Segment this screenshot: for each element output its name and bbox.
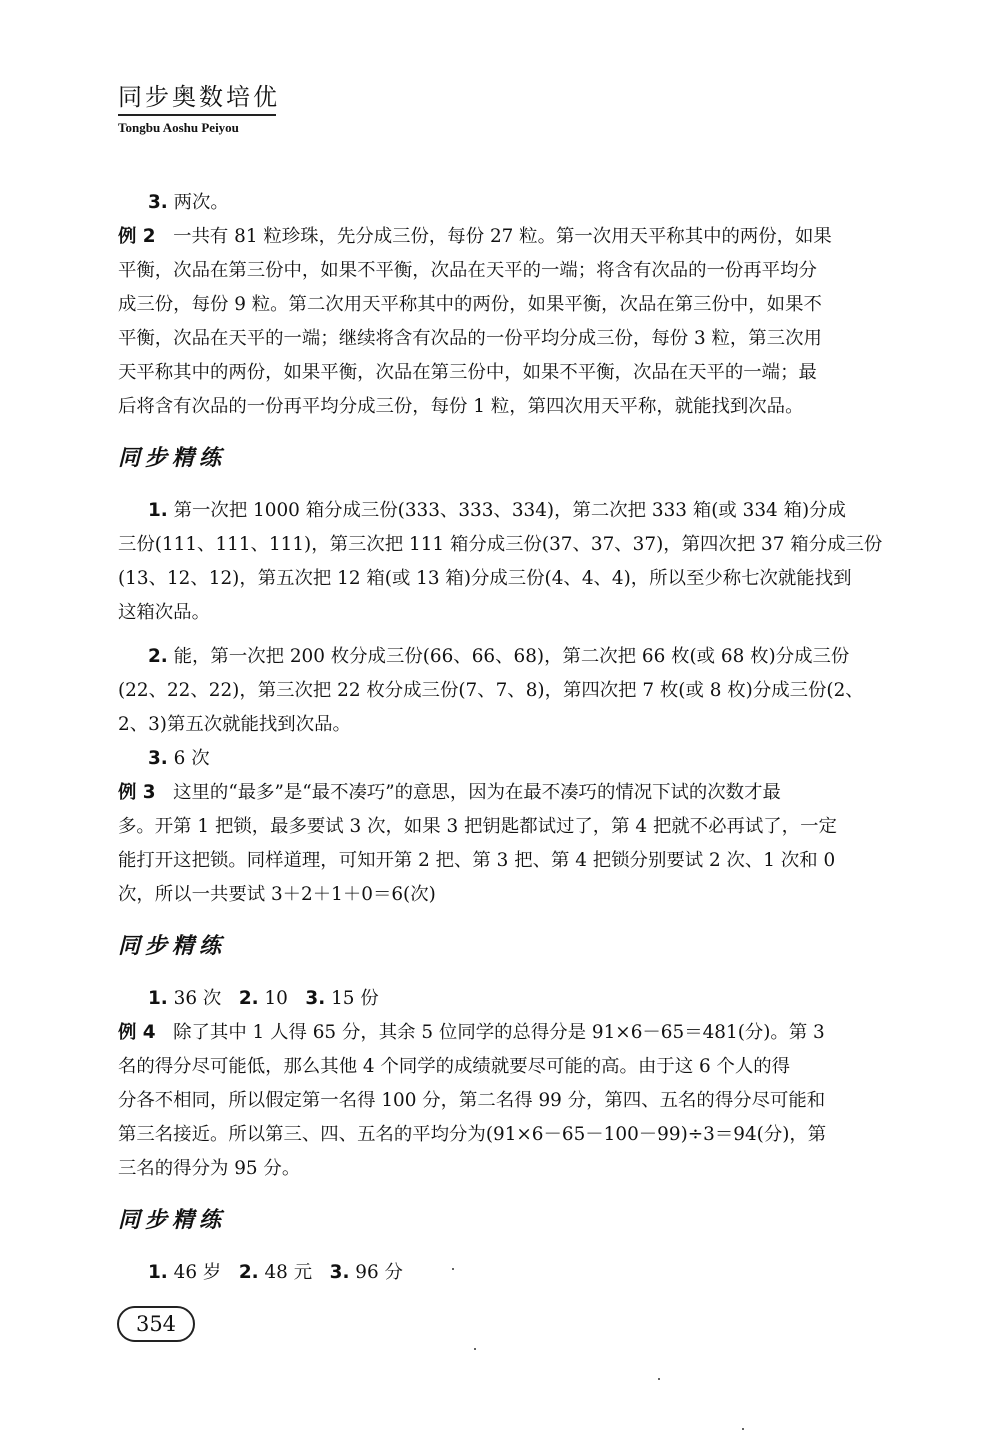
book-subtitle: Tongbu Aoshu Peiyou [118, 119, 239, 135]
practice-line [118, 742, 922, 776]
page-number: 354 [117, 1306, 195, 1342]
example-label: 例 3 [118, 782, 156, 803]
example-line: 第三名接近。所以第三、四、五名的平均分为(91×6－65－100－99)÷3＝94(分)，第 [118, 1124, 827, 1145]
example-line: 天平称其中的两份，如果平衡，次品在第三份中，如果不平衡，次品在天平的一端；最 [118, 362, 817, 383]
practice-line [118, 640, 922, 674]
example-line: 能打开这把锁。同样道理，可知开第 2 把、第 3 把、第 4 把锁分别要试 2 次、1 次和 0 [118, 850, 836, 871]
example-text: 除了其中 1 人得 65 分，其余 5 位同学的总得分是 91×6－65＝481(分)。第 3 [173, 1022, 825, 1043]
example-line [118, 220, 922, 254]
item-number: 1. [148, 500, 168, 521]
example-3 [118, 776, 922, 912]
example-line: 平衡，次品在天平的一端；继续将含有次品的一份平均分成三份，每份 3 粒，第三次用 [118, 328, 822, 349]
running-header [118, 82, 280, 136]
answer-text: 36 次 [167, 988, 222, 1009]
example-line: 后将含有次品的一份再平均分成三份，每份 1 粒，第四次用天平称，就能找到次品。 [118, 396, 804, 417]
item-number: 1. [148, 1262, 168, 1283]
scan-speck [742, 1428, 744, 1430]
example-line [118, 776, 922, 810]
book-title: 同步奥数培优 [118, 83, 280, 111]
header-rule [118, 114, 276, 116]
practice-line: (22、22、22)，第三次把 22 枚分成三份(7、7、8)，第四次把 7 枚(或 8 枚)分成三份(2、 [118, 680, 864, 701]
practice-answers [118, 1256, 922, 1290]
practice-line: 三份(111、111、111)，第三次把 111 箱分成三份(37、37、37)，第四次把 37 箱分成三份 [118, 534, 883, 555]
practice-line: 2、3)第五次就能找到次品。 [118, 714, 351, 735]
example-line: 平衡，次品在第三份中，如果不平衡，次品在天平的一端；将含有次品的一份再平均分 [118, 260, 817, 281]
answer-text: 48 元 [258, 1262, 313, 1283]
example-text: 一共有 81 粒珍珠，先分成三份，每份 27 粒。第一次用天平称其中的两份，如果 [173, 226, 832, 247]
practice-line: 这箱次品。 [118, 602, 210, 623]
example-4 [118, 1016, 922, 1186]
answer-text: 46 岁 [167, 1262, 222, 1283]
example-label: 例 2 [118, 226, 156, 247]
practice-line: (13、12、12)，第五次把 12 箱(或 13 箱)分成三份(4、4、4)，所以至少称七次就能找到 [118, 568, 852, 589]
scan-speck [658, 1378, 660, 1380]
section-heading: 同步精练 [118, 446, 227, 471]
practice-1 [118, 494, 922, 776]
practice-line [118, 494, 922, 528]
section-heading: 同步精练 [118, 1208, 227, 1233]
practice-answers [118, 982, 922, 1016]
example-line: 多。开第 1 把锁，最多要试 3 次，如果 3 把钥匙都试过了，第 4 把就不必再试了，一定 [118, 816, 837, 837]
answer-line [118, 186, 922, 220]
answer-text: 10 [258, 988, 288, 1009]
item-number: 3. [305, 988, 326, 1009]
section-heading: 同步精练 [118, 934, 227, 959]
item-number: 2. [148, 646, 168, 667]
item-number: 2. [238, 988, 259, 1009]
answer-text: 15 份 [325, 988, 379, 1009]
example-line: 三名的得分为 95 分。 [118, 1158, 301, 1179]
practice-text: 6 次 [167, 748, 210, 769]
example-text: 这里的“最多”是“最不凑巧”的意思，因为在最不凑巧的情况下试的次数才最 [173, 782, 781, 803]
example-label: 例 4 [118, 1022, 156, 1043]
practice-text: 能，第一次把 200 枚分成三份(66、66、68)，第二次把 66 枚(或 68 枚)分成三份 [167, 646, 850, 667]
example-line: 分各不相同，所以假定第一名得 100 分，第二名得 99 分，第四、五名的得分尽可能和 [118, 1090, 826, 1111]
scan-speck [474, 1348, 476, 1350]
item-number: 3. [148, 192, 168, 213]
example-line: 名的得分尽可能低，那么其他 4 个同学的成绩就要尽可能的高。由于这 6 个人的得 [118, 1056, 791, 1077]
example-2 [118, 220, 922, 424]
scan-speck [452, 1268, 454, 1270]
practice-text: 第一次把 1000 箱分成三份(333、333、334)，第二次把 333 箱(或 334 箱)分成 [167, 500, 846, 521]
item-number: 2. [238, 1262, 259, 1283]
example-line: 次，所以一共要试 3＋2＋1＋0＝6(次) [118, 884, 436, 905]
answer-text: 两次。 [167, 192, 229, 213]
example-line [118, 1016, 922, 1050]
example-line: 成三份，每份 9 粒。第二次用天平称其中的两份，如果平衡，次品在第三份中，如果不 [118, 294, 822, 315]
answer-text: 96 分 [349, 1262, 403, 1283]
item-number: 3. [148, 748, 168, 769]
item-number: 3. [329, 1262, 350, 1283]
item-number: 1. [148, 988, 168, 1009]
page-content [118, 186, 922, 1290]
